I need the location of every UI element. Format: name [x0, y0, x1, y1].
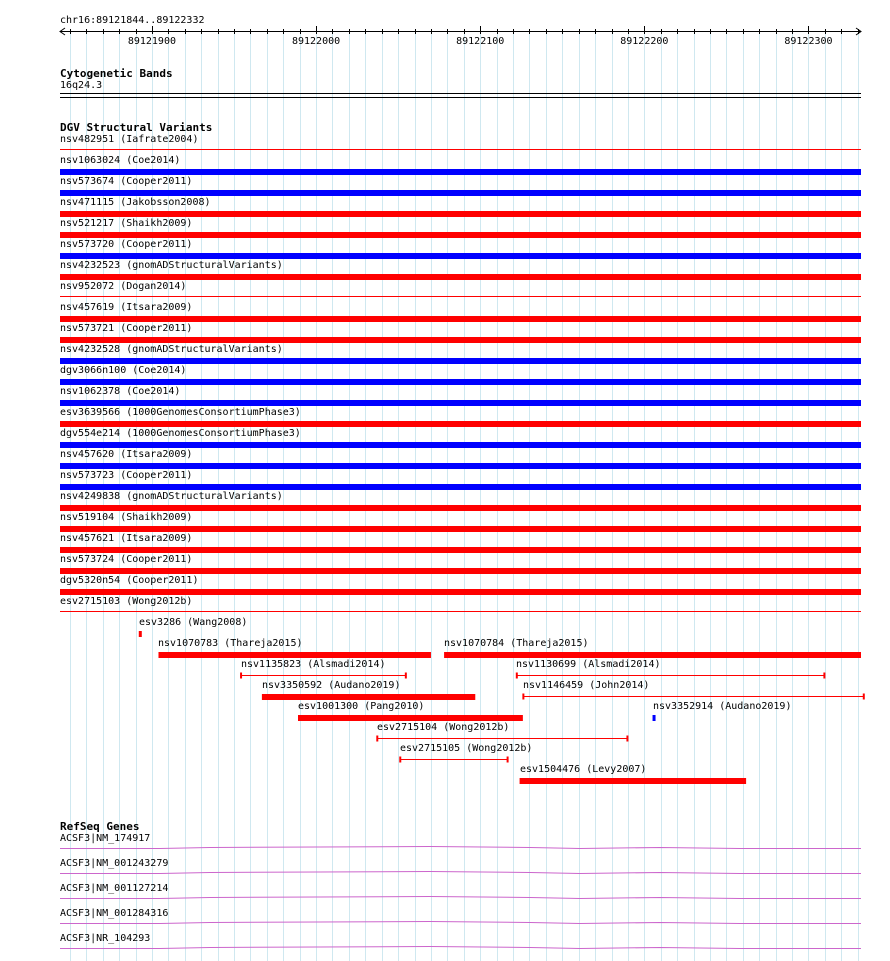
dgv-variant-bar	[60, 400, 861, 406]
refseq-gene-line	[60, 847, 861, 849]
dgv-variant-bar	[444, 652, 861, 658]
dgv-variant-bar	[60, 169, 861, 175]
dgv-variant-bar	[60, 379, 861, 385]
dgv-variant-label[interactable]: nsv3350592 (Audano2019)	[262, 680, 401, 691]
refseq-gene-label[interactable]: ACSF3|NM_001243279	[60, 858, 169, 869]
dgv-variant-label[interactable]: nsv1135823 (Alsmadi2014)	[241, 659, 386, 670]
dgv-variant-bar	[60, 442, 861, 448]
dgv-variant-label[interactable]: esv2715104 (Wong2012b)	[377, 722, 510, 733]
dgv-variant-bar	[60, 253, 861, 259]
dgv-variant-label[interactable]: nsv573724 (Cooper2011)	[60, 554, 193, 565]
ruler-tick-label: 89122100	[456, 36, 505, 47]
dgv-track-title: DGV Structural Variants	[60, 121, 213, 134]
dgv-variant-point	[653, 715, 656, 721]
dgv-variant-label[interactable]: dgv5320n54 (Cooper2011)	[60, 575, 199, 586]
refseq-gene-label[interactable]: ACSF3|NM_001127214	[60, 883, 169, 894]
dgv-variant-label[interactable]: nsv1146459 (John2014)	[523, 680, 650, 691]
dgv-variant-bar	[60, 568, 861, 574]
dgv-variant-label[interactable]: nsv482951 (Iafrate2004)	[60, 134, 199, 145]
dgv-variant-label[interactable]: nsv573723 (Cooper2011)	[60, 470, 193, 481]
dgv-variant-point	[139, 631, 142, 637]
dgv-variant-bar	[60, 505, 861, 511]
dgv-variant-label[interactable]: esv1001300 (Pang2010)	[298, 701, 425, 712]
dgv-variant-label[interactable]: nsv573721 (Cooper2011)	[60, 323, 193, 334]
refseq-gene-label[interactable]: ACSF3|NM_174917	[60, 833, 151, 844]
dgv-variant-bar	[60, 190, 861, 196]
dgv-variant-label[interactable]: nsv457619 (Itsara2009)	[60, 302, 193, 313]
dgv-variant-label[interactable]: dgv554e214 (1000GenomesConsortiumPhase3)	[60, 428, 301, 439]
ruler-tick-label: 89121900	[127, 36, 177, 47]
dgv-variant-bar	[60, 484, 861, 490]
ruler-tick-label: 89122200	[620, 36, 669, 47]
dgv-variant-label[interactable]: nsv4249838 (gnomADStructuralVariants)	[60, 491, 283, 502]
dgv-variant-label[interactable]: nsv1062378 (Coe2014)	[60, 386, 181, 397]
refseq-gene-label[interactable]: ACSF3|NR_104293	[60, 933, 151, 944]
cytoband-track-title: Cytogenetic Bands	[60, 67, 173, 80]
dgv-variant-label[interactable]: nsv1130699 (Alsmadi2014)	[516, 659, 661, 670]
dgv-variant-label[interactable]: nsv1070783 (Thareja2015)	[158, 638, 303, 649]
refseq-gene-line	[60, 922, 861, 924]
dgv-variant-bar	[262, 694, 475, 700]
dgv-variant-label[interactable]: nsv3352914 (Audano2019)	[653, 701, 792, 712]
ruler-tick-label: 89122000	[291, 36, 341, 47]
dgv-variant-bar	[60, 337, 861, 343]
dgv-variant-label[interactable]: esv3286 (Wang2008)	[139, 617, 248, 628]
dgv-variant-label[interactable]: nsv4232523 (gnomADStructuralVariants)	[60, 260, 283, 271]
dgv-variant-bar	[60, 274, 861, 280]
dgv-variant-label[interactable]: nsv952072 (Dogan2014)	[60, 281, 187, 292]
dgv-variant-bar	[158, 652, 430, 658]
dgv-variant-bar	[60, 589, 861, 595]
dgv-variant-bar	[60, 463, 861, 469]
dgv-variant-bar	[298, 715, 523, 721]
dgv-variant-label[interactable]: nsv457620 (Itsara2009)	[60, 449, 193, 460]
dgv-variant-label[interactable]: esv2715103 (Wong2012b)	[60, 596, 193, 607]
dgv-variant-label[interactable]: esv3639566 (1000GenomesConsortiumPhase3)	[60, 407, 301, 418]
dgv-variant-label[interactable]: nsv573720 (Cooper2011)	[60, 239, 193, 250]
dgv-variant-bar	[60, 316, 861, 322]
dgv-variant-label[interactable]: nsv1070784 (Thareja2015)	[444, 638, 589, 649]
cytoband-label[interactable]: 16q24.3	[60, 80, 103, 91]
refseq-gene-label[interactable]: ACSF3|NM_001284316	[60, 908, 169, 919]
dgv-variant-label[interactable]: esv1504476 (Levy2007)	[520, 764, 647, 775]
dgv-variant-label[interactable]: nsv573674 (Cooper2011)	[60, 176, 193, 187]
dgv-variant-bar	[60, 211, 861, 217]
ruler-tick-label: 89122300	[784, 36, 833, 47]
dgv-variant-label[interactable]: esv2715105 (Wong2012b)	[400, 743, 533, 754]
dgv-variant-bar	[60, 358, 861, 364]
refseq-gene-line	[60, 897, 861, 899]
dgv-variant-bar	[60, 421, 861, 427]
refseq-track-title: RefSeq Genes	[60, 820, 140, 833]
dgv-variant-bar	[520, 778, 747, 784]
dgv-variant-label[interactable]: dgv3066n100 (Coe2014)	[60, 365, 187, 376]
dgv-variant-label[interactable]: nsv457621 (Itsara2009)	[60, 533, 193, 544]
dgv-variant-label[interactable]: nsv4232528 (gnomADStructuralVariants)	[60, 344, 283, 355]
dgv-variant-label[interactable]: nsv471115 (Jakobsson2008)	[60, 197, 211, 208]
dgv-variant-label[interactable]: nsv521217 (Shaikh2009)	[60, 218, 193, 229]
dgv-variant-label[interactable]: nsv519104 (Shaikh2009)	[60, 512, 193, 523]
dgv-variant-label[interactable]: nsv1063024 (Coe2014)	[60, 155, 181, 166]
region-label: chr16:89121844..89122332	[60, 15, 205, 26]
dgv-variant-bar	[60, 547, 861, 553]
refseq-gene-line	[60, 947, 861, 949]
dgv-variant-bar	[60, 232, 861, 238]
dgv-variant-bar	[60, 526, 861, 532]
refseq-gene-line	[60, 872, 861, 874]
